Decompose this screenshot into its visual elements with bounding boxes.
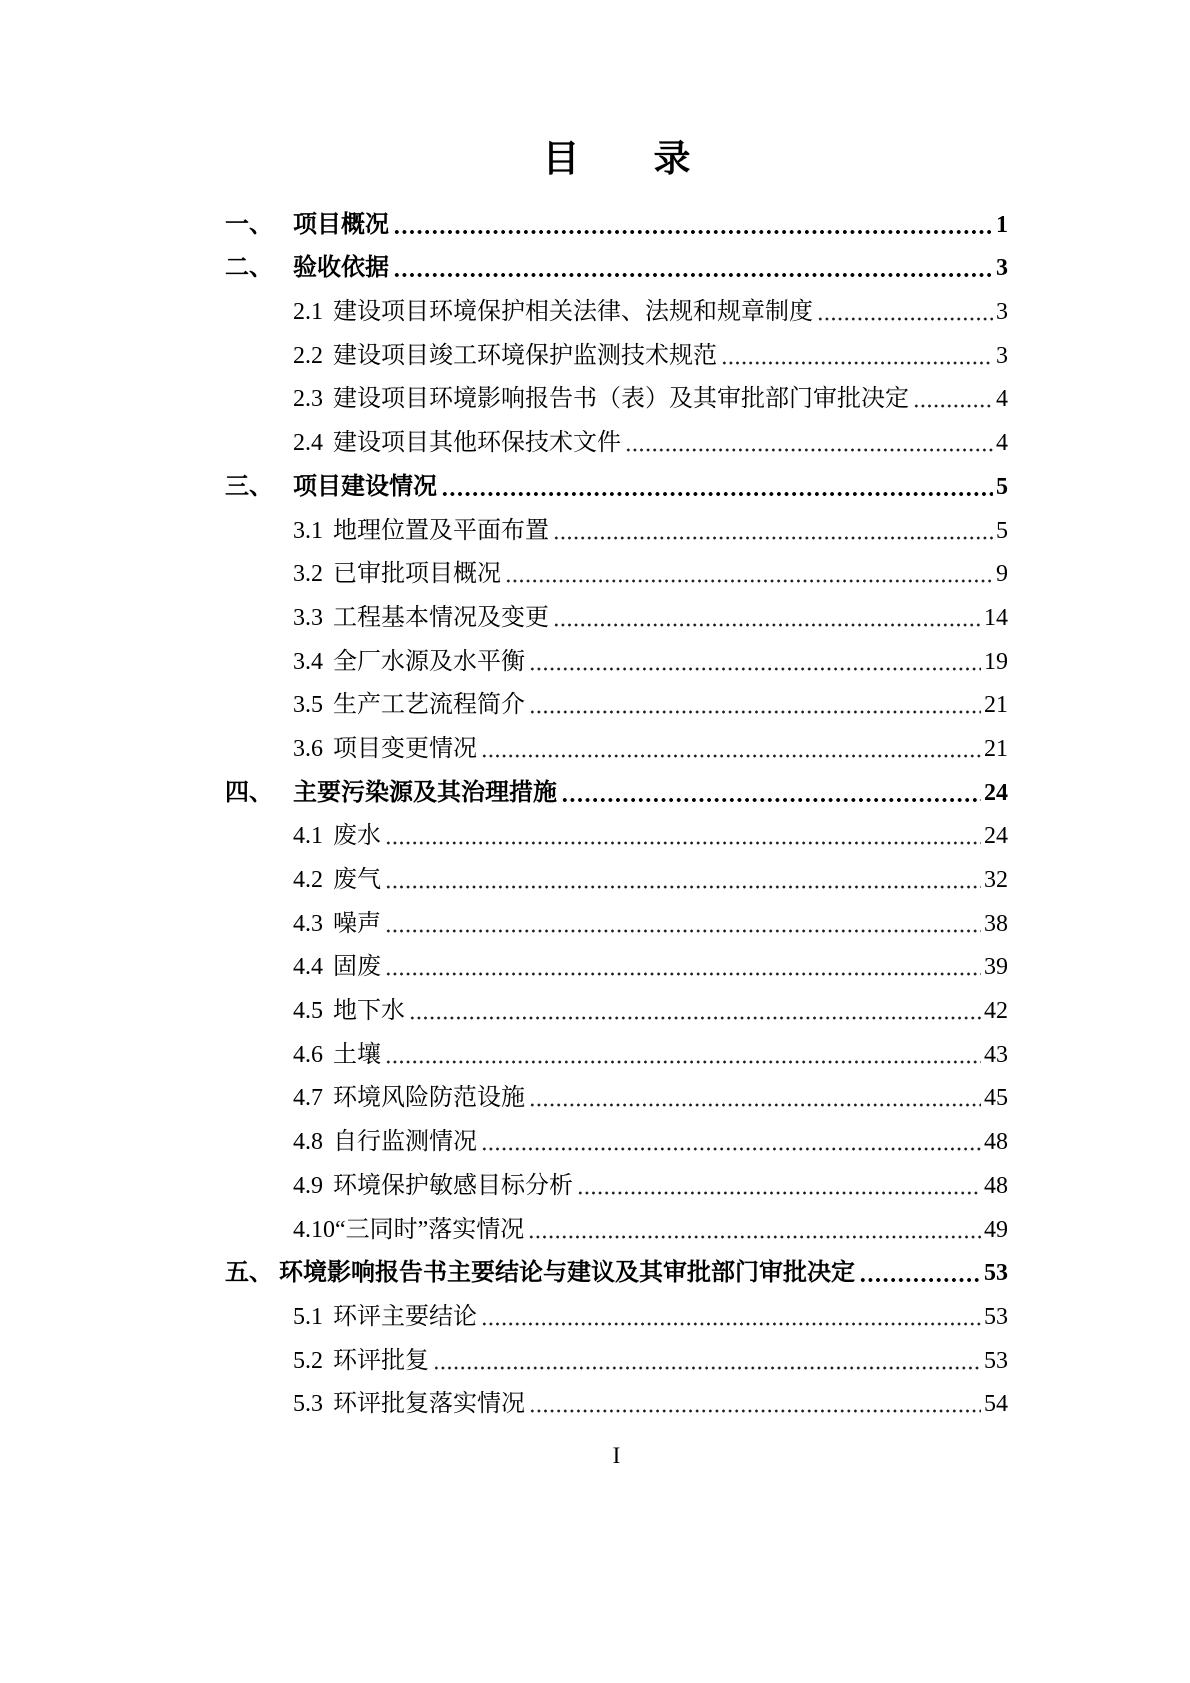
entry-page-number: 3 <box>996 299 1008 326</box>
dot-leader <box>528 1234 981 1240</box>
dot-leader <box>529 666 981 672</box>
entry-number: 三、 <box>225 473 273 500</box>
entry-title: 地理位置及平面布置 <box>333 517 549 544</box>
entry-page-number: 53 <box>984 1260 1008 1287</box>
toc-entry <box>225 764 1008 808</box>
entry-title: 工程基本情况及变更 <box>333 604 549 631</box>
toc-entry <box>225 1288 1008 1332</box>
entry-number: 4.2 <box>293 867 323 893</box>
entry-title: 环评批复 <box>333 1347 429 1374</box>
dot-leader <box>553 622 981 628</box>
dot-leader <box>553 535 993 541</box>
dot-leader <box>529 1408 981 1414</box>
entry-number: 3.5 <box>293 692 323 719</box>
toc-entry <box>225 1376 1008 1420</box>
entry-title: 项目概况 <box>293 211 389 238</box>
dot-leader <box>529 709 981 715</box>
entry-page-number: 5 <box>996 473 1008 500</box>
dot-leader <box>393 272 993 278</box>
toc-entry <box>225 502 1008 546</box>
entry-number: 3.3 <box>293 604 323 631</box>
entry-page-number: 42 <box>984 998 1008 1025</box>
entry-number: 2.2 <box>293 342 323 369</box>
toc-title: 目 录 <box>542 139 691 180</box>
entry-number: 2.4 <box>293 430 323 457</box>
toc-entry <box>225 414 1008 458</box>
entry-number: 一、 <box>225 211 273 238</box>
entry-number: 4.7 <box>293 1085 323 1112</box>
entry-number: 3.4 <box>293 648 323 675</box>
toc-entry <box>225 1245 1008 1289</box>
entry-page-number: 9 <box>996 561 1008 588</box>
entry-number: 4.5 <box>293 998 323 1025</box>
toc-entry <box>225 633 1008 677</box>
entry-title: 环境保护敏感目标分析 <box>333 1172 573 1199</box>
entry-number: 2.3 <box>293 386 323 413</box>
toc-entry <box>225 1157 1008 1201</box>
entry-title: 土壤 <box>333 1041 381 1068</box>
dot-leader <box>385 1059 981 1065</box>
dot-leader <box>409 1015 981 1021</box>
entry-title: 废气 <box>333 867 381 893</box>
entry-number: 4.4 <box>293 954 323 981</box>
page-number-footer: I <box>612 1443 621 1468</box>
entry-title: 主要污染源及其治理措施 <box>293 779 557 806</box>
entry-page-number: 24 <box>984 779 1008 806</box>
toc-list <box>225 196 1008 1419</box>
dot-leader <box>913 403 993 409</box>
toc-entry <box>225 371 1008 415</box>
toc-entry <box>225 327 1008 371</box>
toc-entry <box>225 546 1008 590</box>
entry-number: 5.2 <box>293 1347 323 1374</box>
entry-number: 2.1 <box>293 299 323 326</box>
toc-entry <box>225 808 1008 852</box>
toc-entry <box>225 589 1008 633</box>
entry-title: 生产工艺流程简介 <box>333 692 525 719</box>
dot-leader <box>481 1321 981 1327</box>
toc-entry <box>225 982 1008 1026</box>
entry-title: 环境风险防范设施 <box>333 1085 525 1112</box>
toc-entry <box>225 895 1008 939</box>
entry-title: 验收依据 <box>293 255 389 282</box>
dot-leader <box>561 797 981 803</box>
entry-number: 4.1 <box>293 823 323 850</box>
dot-leader <box>529 1102 981 1108</box>
entry-number: 5.3 <box>293 1391 323 1418</box>
entry-number: 4.10 <box>293 1216 335 1243</box>
toc-entry <box>225 1026 1008 1070</box>
entry-title: 建设项目环境影响报告书（表）及其审批部门审批决定 <box>333 386 909 413</box>
entry-title: 环境影响报告书主要结论与建议及其审批部门审批决定 <box>279 1260 855 1287</box>
entry-title: 噪声 <box>333 910 381 937</box>
entry-page-number: 3 <box>996 255 1008 282</box>
entry-page-number: 3 <box>996 342 1008 369</box>
entry-number: 二、 <box>225 255 273 282</box>
entry-title: 项目变更情况 <box>333 735 477 762</box>
toc-entry <box>225 1332 1008 1376</box>
entry-title: 废水 <box>333 823 381 850</box>
entry-page-number: 21 <box>984 692 1008 719</box>
toc-entry <box>225 677 1008 721</box>
entry-title: 自行监测情况 <box>333 1129 477 1156</box>
entry-page-number: 21 <box>984 735 1008 762</box>
entry-title: 固废 <box>333 954 381 981</box>
dot-leader <box>625 447 993 453</box>
dot-leader <box>385 971 981 977</box>
entry-page-number: 4 <box>996 386 1008 413</box>
dot-leader <box>385 884 981 890</box>
content-column <box>225 0 1008 1419</box>
entry-page-number: 48 <box>984 1172 1008 1199</box>
entry-number: 3.6 <box>293 735 323 762</box>
entry-page-number: 4 <box>996 430 1008 457</box>
dot-leader <box>481 753 981 759</box>
entry-title: 地下水 <box>333 998 405 1025</box>
dot-leader <box>385 840 981 846</box>
entry-title: 项目建设情况 <box>293 473 437 500</box>
dot-leader <box>577 1190 981 1196</box>
entry-page-number: 24 <box>984 823 1008 850</box>
entry-page-number: 14 <box>984 604 1008 631</box>
entry-number: 4.6 <box>293 1041 323 1068</box>
toc-entry <box>225 1070 1008 1114</box>
entry-number: 4.3 <box>293 910 323 937</box>
toc-entry <box>225 1201 1008 1245</box>
entry-page-number: 5 <box>996 517 1008 544</box>
toc-entry <box>225 240 1008 284</box>
entry-title: 环评主要结论 <box>333 1303 477 1330</box>
entry-number: 五、 <box>225 1260 273 1287</box>
entry-title: 建设项目其他环保技术文件 <box>333 430 621 457</box>
dot-leader <box>441 491 993 497</box>
entry-page-number: 54 <box>984 1391 1008 1418</box>
dot-leader <box>859 1277 981 1283</box>
entry-title: 环评批复落实情况 <box>333 1391 525 1418</box>
toc-entry <box>225 458 1008 502</box>
entry-page-number: 49 <box>984 1216 1008 1243</box>
entry-page-number: 53 <box>984 1303 1008 1330</box>
entry-page-number: 39 <box>984 954 1008 981</box>
entry-title: “三同时”落实情况 <box>335 1216 525 1243</box>
dot-leader <box>393 229 993 235</box>
dot-leader <box>817 316 993 322</box>
toc-entry <box>225 851 1008 895</box>
dot-leader <box>481 1146 981 1152</box>
entry-page-number: 43 <box>984 1041 1008 1068</box>
entry-page-number: 19 <box>984 648 1008 675</box>
entry-page-number: 48 <box>984 1129 1008 1156</box>
entry-page-number: 38 <box>984 910 1008 937</box>
entry-title: 已审批项目概况 <box>333 561 501 588</box>
entry-page-number: 45 <box>984 1085 1008 1112</box>
dot-leader <box>385 928 981 934</box>
entry-title: 建设项目环境保护相关法律、法规和规章制度 <box>333 299 813 326</box>
entry-number: 4.8 <box>293 1129 323 1156</box>
toc-entry <box>225 720 1008 764</box>
entry-page-number: 53 <box>984 1347 1008 1374</box>
entry-page-number: 32 <box>984 867 1008 893</box>
entry-number: 4.9 <box>293 1172 323 1199</box>
toc-entry <box>225 1113 1008 1157</box>
toc-entry <box>225 196 1008 240</box>
toc-entry <box>225 283 1008 327</box>
entry-page-number: 1 <box>996 211 1008 238</box>
entry-number: 四、 <box>225 779 273 806</box>
entry-title: 全厂水源及水平衡 <box>333 648 525 675</box>
entry-number: 5.1 <box>293 1303 323 1330</box>
entry-number: 3.2 <box>293 561 323 588</box>
dot-leader <box>505 578 993 584</box>
entry-number: 3.1 <box>293 517 323 544</box>
entry-title: 建设项目竣工环境保护监测技术规范 <box>333 342 717 369</box>
dot-leader <box>721 360 993 366</box>
dot-leader <box>433 1365 981 1371</box>
toc-entry <box>225 939 1008 983</box>
